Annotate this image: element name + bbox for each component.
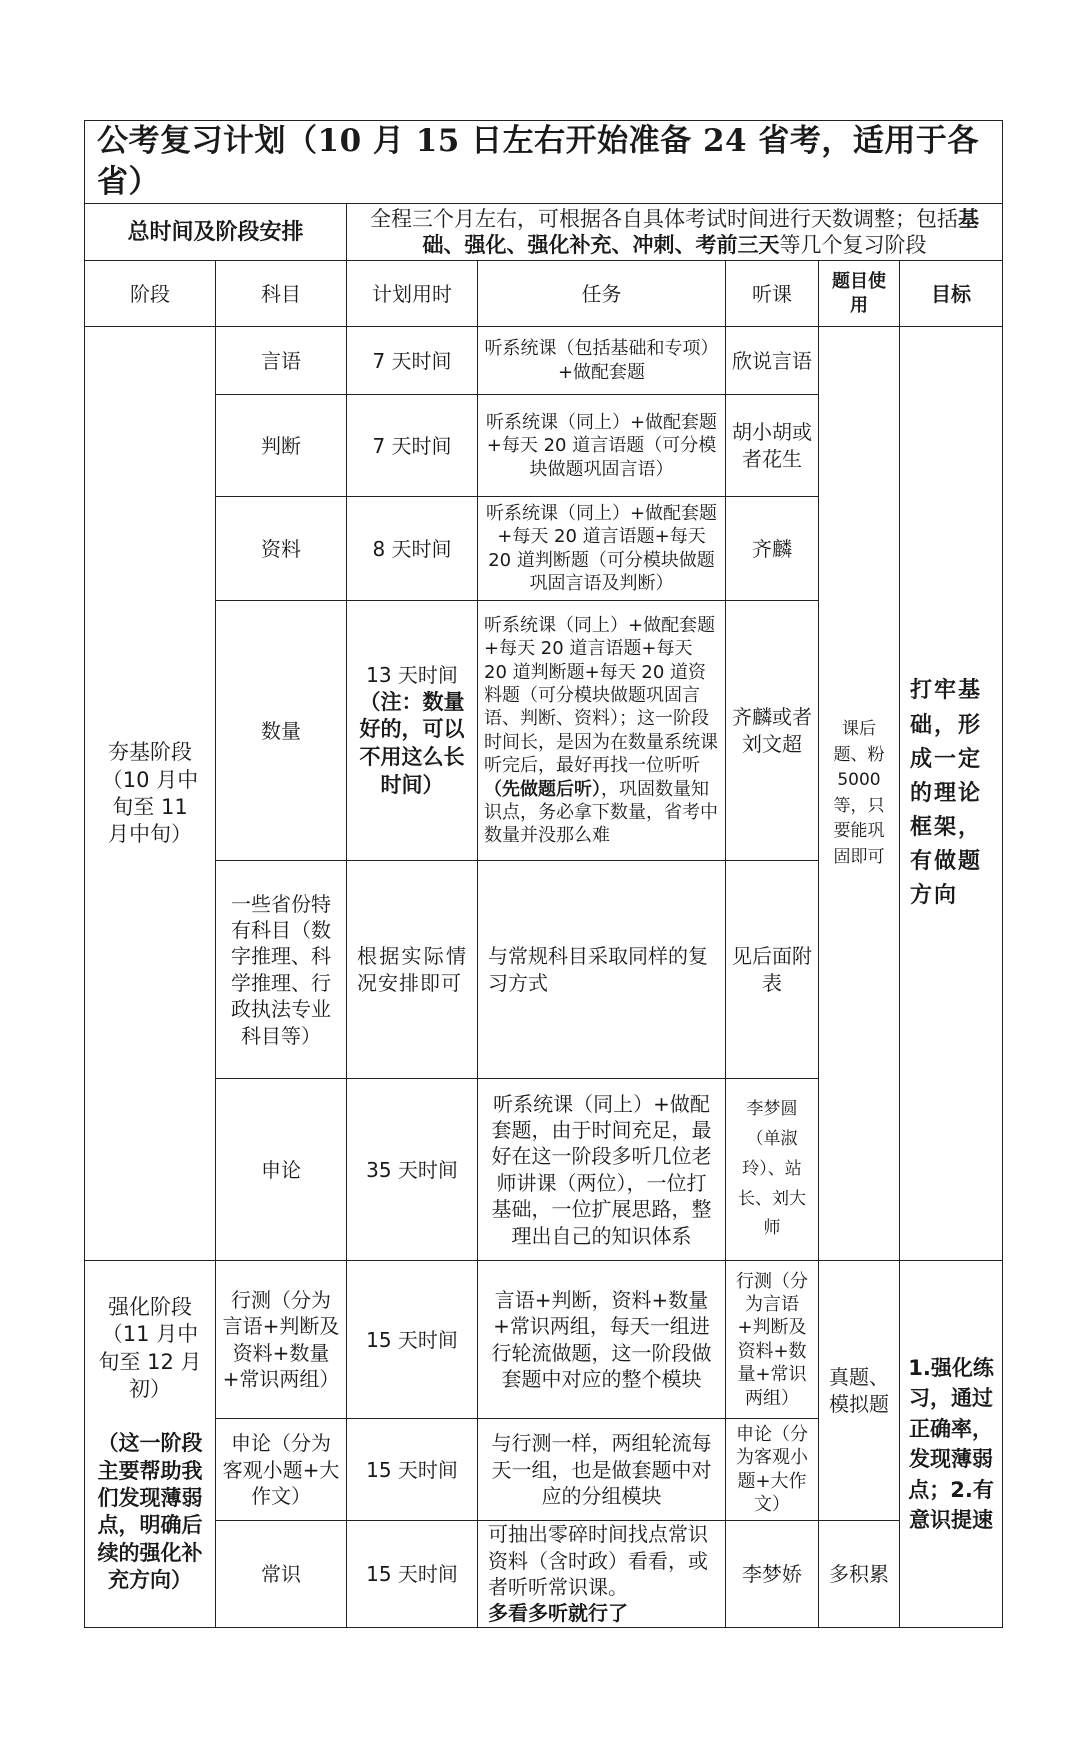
questions-foundation: 课后题、粉 5000 等，只要能巩固即可 xyxy=(819,327,900,1261)
time-cell: 8 天时间 xyxy=(347,497,478,601)
subject-cell: 申论（分为客观小题+大作文） xyxy=(216,1419,347,1521)
subject-cell: 言语 xyxy=(216,327,347,395)
goal-foundation: 打牢基础，形成一定的理论框架，有做题方向 xyxy=(900,327,1003,1261)
task-cell: 听系统课（同上）+做配套题+每天 20 道言语题+每天 20 道判断题（可分模块做题巩固言语及判断） xyxy=(478,497,726,601)
subject-cell: 数量 xyxy=(216,601,347,861)
header-row xyxy=(85,261,1003,327)
subject-cell: 常识 xyxy=(216,1521,347,1628)
course-cell: 见后面附表 xyxy=(726,861,819,1079)
course-cell: 李梦娇 xyxy=(726,1521,819,1628)
task-cell: 与常规科目采取同样的复习方式 xyxy=(478,861,726,1079)
stage-foundation: 夯基阶段（10 月中旬至 11 月中旬） xyxy=(85,327,216,1261)
overview-text: 全程三个月左右，可根据各自具体考试时间进行天数调整；包括基础、强化、强化补充、冲刺、考前三天等几个复习阶段 xyxy=(347,203,1003,261)
time-cell: 13 天时间 （注：数量好的，可以不用这么长时间） xyxy=(347,601,478,861)
subject-cell: 一些省份特有科目（数字推理、科学推理、行政执法专业科目等） xyxy=(216,861,347,1079)
questions-strengthen: 真题、模拟题 xyxy=(819,1261,900,1521)
course-cell: 齐麟或者刘文超 xyxy=(726,601,819,861)
task-cell: 言语+判断，资料+数量+常识两组，每天一组进行轮流做题，这一阶段做套题中对应的整个模块 xyxy=(478,1261,726,1419)
task-cell: 可抽出零碎时间找点常识资料（含时政）看看，或者听听常识课。 多看多听就行了 xyxy=(478,1521,726,1628)
overview-label: 总时间及阶段安排 xyxy=(85,203,347,261)
subject-cell: 申论 xyxy=(216,1079,347,1261)
header-goal: 目标 xyxy=(900,261,1003,327)
time-cell: 7 天时间 xyxy=(347,327,478,395)
task-cell: 听系统课（包括基础和专项）+做配套题 xyxy=(478,327,726,395)
table-row xyxy=(85,1261,1003,1419)
course-cell: 胡小胡或者花生 xyxy=(726,395,819,497)
time-cell: 15 天时间 xyxy=(347,1521,478,1628)
goal-strengthen: 1.强化练习，通过正确率，发现薄弱点；2.有意识提速 xyxy=(900,1261,1003,1628)
questions-cell: 多积累 xyxy=(819,1521,900,1628)
header-stage: 阶段 xyxy=(85,261,216,327)
course-cell: 欣说言语 xyxy=(726,327,819,395)
page-title: 公考复习计划（10 月 15 日左右开始准备 24 省考，适用于各省） xyxy=(85,121,1003,204)
course-cell: 李梦圆（单淑玲）、站长、刘大师 xyxy=(726,1079,819,1261)
header-questions: 题目使用 xyxy=(819,261,900,327)
header-time: 计划用时 xyxy=(347,261,478,327)
header-course: 听课 xyxy=(726,261,819,327)
header-task: 任务 xyxy=(478,261,726,327)
subject-cell: 判断 xyxy=(216,395,347,497)
time-cell: 15 天时间 xyxy=(347,1261,478,1419)
study-plan-table xyxy=(84,120,1003,1628)
stage-strengthen: 强化阶段（11 月中旬至 12 月初） （这一阶段主要帮助我们发现薄弱点，明确后续的强化补充方向） xyxy=(85,1261,216,1628)
overview-row xyxy=(85,203,1003,261)
task-cell: 听系统课（同上）+做配套题+每天 20 道言语题（可分模块做题巩固言语） xyxy=(478,395,726,497)
study-plan-document xyxy=(84,120,1002,1628)
subject-cell: 行测（分为言语+判断及资料+数量+常识两组） xyxy=(216,1261,347,1419)
course-cell: 申论（分为客观小题+大作文） xyxy=(726,1419,819,1521)
time-cell: 7 天时间 xyxy=(347,395,478,497)
time-cell: 15 天时间 xyxy=(347,1419,478,1521)
subject-cell: 资料 xyxy=(216,497,347,601)
time-cell: 35 天时间 xyxy=(347,1079,478,1261)
table-row xyxy=(85,1521,1003,1628)
title-row xyxy=(85,121,1003,204)
task-cell: 听系统课（同上）+做配套题，由于时间充足，最好在这一阶段多听几位老师讲课（两位），一位打基础，一位扩展思路，整理出自己的知识体系 xyxy=(478,1079,726,1261)
time-cell: 根据实际情况安排即可 xyxy=(347,861,478,1079)
header-subject: 科目 xyxy=(216,261,347,327)
course-cell: 齐麟 xyxy=(726,497,819,601)
course-cell: 行测（分为言语+判断及资料+数量+常识两组） xyxy=(726,1261,819,1419)
table-row xyxy=(85,327,1003,395)
task-cell: 与行测一样，两组轮流每天一组，也是做套题中对应的分组模块 xyxy=(478,1419,726,1521)
task-cell: 听系统课（同上）+做配套题+每天 20 道言语题+每天 20 道判断题+每天 20 道资料题（可分模块做题巩固言语、判断、资料）；这一阶段时间长，是因为在数量系统课听完后，最好再找一位听听（先做题后听），巩固数量知识点，务必拿下数量，省考中数量并没那么难 xyxy=(478,601,726,861)
